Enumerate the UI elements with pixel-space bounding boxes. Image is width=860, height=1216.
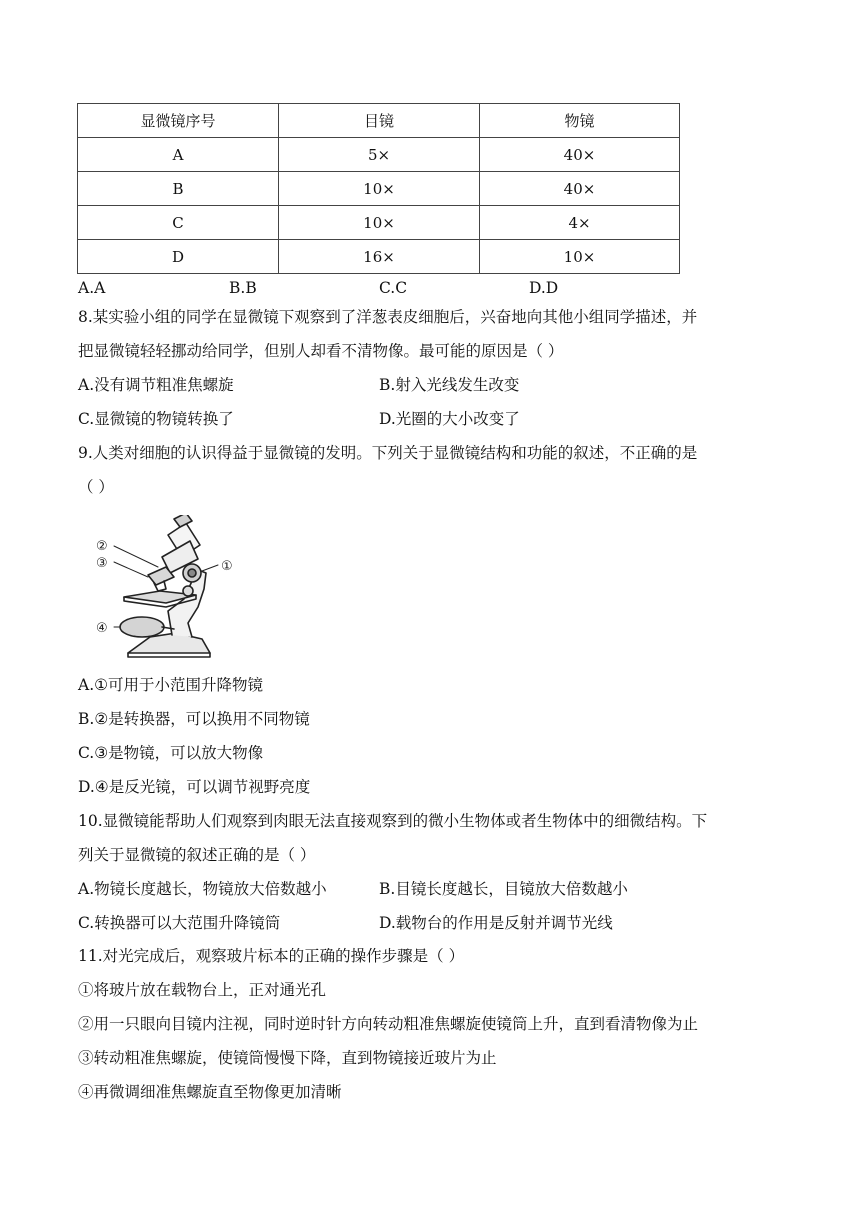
q10-stem-line1: 10.显微镜能帮助人们观察到肉眼无法直接观察到的微小生物体或者生物体中的细微结构。下 [78,812,708,830]
table-cell: 4× [480,206,680,240]
microscope-table [77,103,680,274]
q8-option-d: D.光圈的大小改变了 [379,410,520,428]
q7-option-a: A.A [78,279,106,297]
q10-option-d: D.载物台的作用是反射并调节光线 [379,914,613,932]
figure-label-1: ① [221,559,233,574]
table-cell: 40× [480,172,680,206]
q9-option-d: D.④是反光镜，可以调节视野亮度 [78,778,311,796]
table-header-row [78,104,680,138]
figure-label-4: ④ [96,621,108,636]
table-cell: B [78,172,279,206]
table-cell: C [78,206,279,240]
q9-option-c: C.③是物镜，可以放大物像 [78,744,264,762]
q10-option-c: C.转换器可以大范围升降镜筒 [78,914,281,932]
table-cell: 16× [279,240,480,274]
table-header: 显微镜序号 [78,104,279,138]
figure-label-3: ③ [96,556,108,571]
table-row [78,206,680,240]
q11-step-3: ③转动粗准焦螺旋，使镜筒慢慢下降，直到物镜接近玻片为止 [78,1049,497,1067]
table-cell: 5× [279,138,480,172]
q8-stem-line2: 把显微镜轻轻挪动给同学，但别人却看不清物像。最可能的原因是（ ） [78,342,564,360]
q8-option-a: A.没有调节粗准焦螺旋 [78,376,234,394]
table-header: 目镜 [279,104,480,138]
table-cell: 10× [279,172,480,206]
table-row [78,240,680,274]
table-cell: A [78,138,279,172]
microscope-figure [88,515,248,665]
q9-stem-line2: （ ） [78,478,114,496]
table-header: 物镜 [480,104,680,138]
q11-step-2: ②用一只眼向目镜内注视，同时逆时针方向转动粗准焦螺旋使镜筒上升，直到看清物像为止 [78,1015,699,1033]
q7-option-d: D.D [529,279,559,297]
table-row [78,172,680,206]
q10-option-a: A.物镜长度越长，物镜放大倍数越小 [78,880,327,898]
q11-step-1: ①将玻片放在载物台上，正对通光孔 [78,981,327,999]
q7-option-b: B.B [229,279,257,297]
q10-option-b: B.目镜长度越长，目镜放大倍数越小 [379,880,628,898]
figure-label-2: ② [96,539,108,554]
q9-stem-line1: 9.人类对细胞的认识得益于显微镜的发明。下列关于显微镜结构和功能的叙述，不正确的是 [78,444,698,462]
q11-stem: 11.对光完成后，观察玻片标本的正确的操作步骤是（ ） [78,947,465,965]
table-cell: 40× [480,138,680,172]
table-cell: D [78,240,279,274]
q8-stem-line1: 8.某实验小组的同学在显微镜下观察到了洋葱表皮细胞后，兴奋地向其他小组同学描述，并 [78,308,698,326]
q8-option-b: B.射入光线发生改变 [379,376,520,394]
q9-option-b: B.②是转换器，可以换用不同物镜 [78,710,310,728]
table-row [78,138,680,172]
q8-option-c: C.显微镜的物镜转换了 [78,410,234,428]
q11-step-4: ④再微调细准焦螺旋直至物像更加清晰 [78,1083,342,1101]
q7-option-c: C.C [379,279,408,297]
q9-option-a: A.①可用于小范围升降物镜 [78,676,264,694]
table-cell: 10× [480,240,680,274]
q10-stem-line2: 列关于显微镜的叙述正确的是（ ） [78,846,316,864]
table-cell: 10× [279,206,480,240]
